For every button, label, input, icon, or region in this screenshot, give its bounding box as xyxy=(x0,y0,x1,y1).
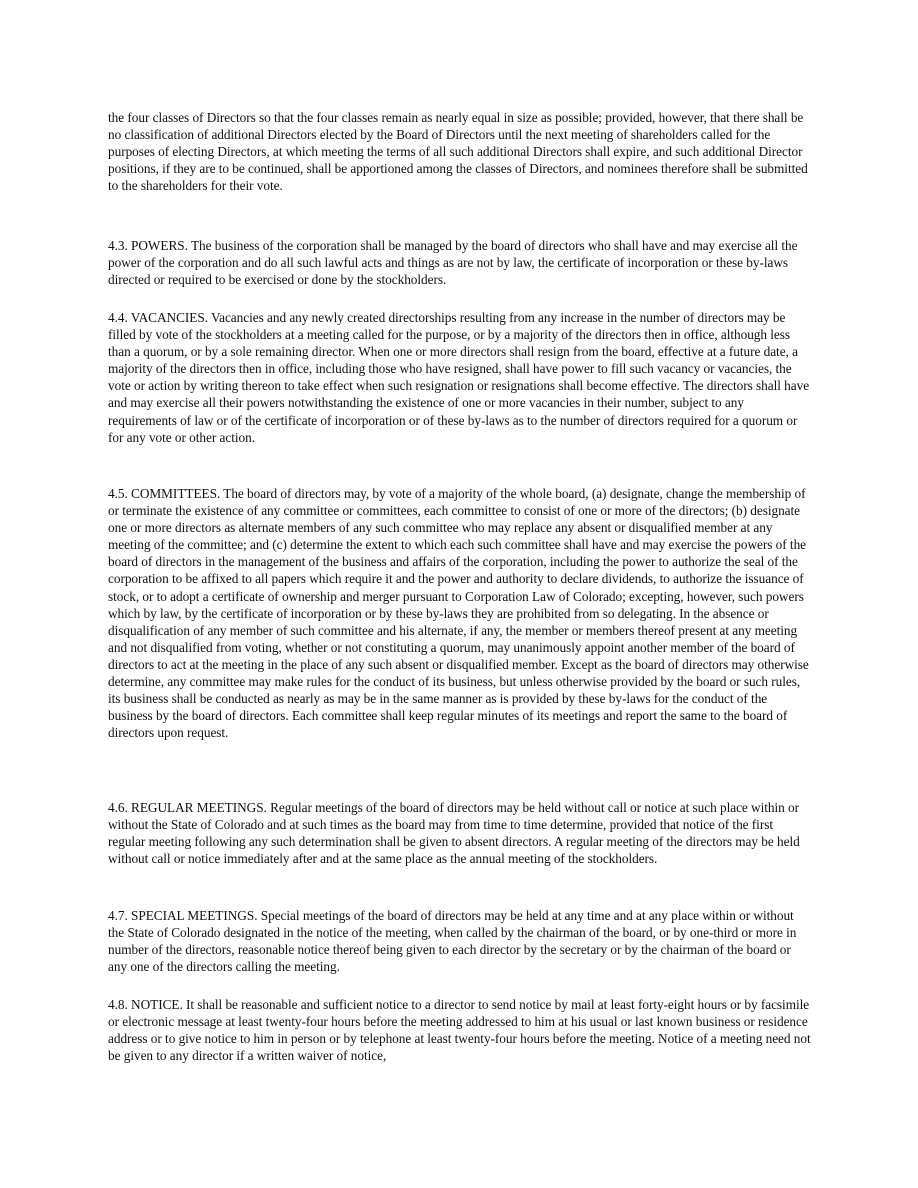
paragraph-4-3-powers: 4.3. POWERS. The business of the corporation shall be managed by the board of directors who shall have and may exercise all the power of the corporation and do all such lawful acts and things as are not by law, the certificate of incorporation or these by-laws directed or required to be exercised or done by the stockholders. xyxy=(108,238,798,288)
paragraph-4-4-vacancies: 4.4. VACANCIES. Vacancies and any newly created directorships resulting from any increase in the number of directors may be filled by vote of the stockholders at a meeting called for the purpose, or by a majority of the directors then in office, although less than a quorum, or by a sole remaining director. When one or more directors shall resign from the board, effective at a future date, a majority of the directors then in office, including those who have resigned, shall have power to fill such vacancy or vacancies, the vote or action by writing thereon to take effect when such resignation or resignations shall become effective. The directors shall have and may exercise all their powers notwithstanding the existence of one or more vacancies in their number, subject to any requirements of law or of the certificate of incorporation or of these by-laws as to the number of directors required for a quorum or for any vote or other action. xyxy=(108,310,810,445)
paragraph-4-5-committees: 4.5. COMMITTEES. The board of directors may, by vote of a majority of the whole board, (a) designate, change the membership of or terminate the existence of any committee or committees, each committee to consist of one or more of the directors; (b) designate one or more directors as alternate members of any such committee who may replace any absent or disqualified member at any meeting of the committee; and (c) determine the extent to which each such committee shall have and may exercise the powers of the board of directors in the management of the business and affairs of the corporation, including the power to authorize the seal of the corporation to be affixed to all papers which require it and the power and authority to declare dividends, to authorize the issuance of stock, or to adopt a certificate of ownership and merger pursuant to Corporation Law of Colorado; excepting, however, such powers which by law, by the certificate of incorporation or by these by-laws they are prohibited from so delegating. In the absence or disqualification of any member of such committee and his alternate, if any, the member or members thereof present at any meeting and not disqualified from voting, whether or not constituting a quorum, may unanimously appoint another member of the board of directors to act at the meeting in the place of any such absent or disqualified member. Except as the board of directors may otherwise determine, any committee may make rules for the conduct of its business, but unless otherwise provided by the board or such rules, its business shall be conducted as nearly as may be in the same manner as is provided by these by-laws for the conduct of the business by the board of directors. Each committee shall keep regular minutes of its meetings and report the same to the board of directors upon request. xyxy=(108,486,809,741)
paragraph-director-classes: the four classes of Directors so that the four classes remain as nearly equal in size as possible; provided, however, that there shall be no classification of additional Directors elected by the Board of Directors until the next meeting of shareholders called for the purposes of electing Directors, at which meeting the terms of all such additional Directors shall expire, and such additional Director positions, if they are to be continued, shall be apportioned among the classes of Directors, and nominees therefore shall be submitted to the shareholders for their vote. xyxy=(108,110,808,194)
paragraph-4-6-regular-meetings: 4.6. REGULAR MEETINGS. Regular meetings of the board of directors may be held without call or notice at such place within or without the State of Colorado and at such times as the board may from time to time determine, provided that notice of the first regular meeting following any such determination shall be given to absent directors. A regular meeting of the directors may be held without call or notice immediately after and at the same place as the annual meeting of the stockholders. xyxy=(108,800,800,867)
paragraph-4-7-special-meetings: 4.7. SPECIAL MEETINGS. Special meetings of the board of directors may be held at any time and at any place within or without the State of Colorado designated in the notice of the meeting, when called by the chairman of the board, or by one-third or more in number of the directors, reasonable notice thereof being given to each director by the secretary or by the chairman of the board or any one of the directors calling the meeting. xyxy=(108,908,797,975)
paragraph-4-8-notice: 4.8. NOTICE. It shall be reasonable and sufficient notice to a director to send notice by mail at least forty-eight hours or by facsimile or electronic message at least twenty-four hours before the meeting addressed to him at his usual or last known business or residence address or to give notice to him in person or by telephone at least twenty-four hours before the meeting. Notice of a meeting need not be given to any director if a written waiver of notice, xyxy=(108,997,811,1064)
